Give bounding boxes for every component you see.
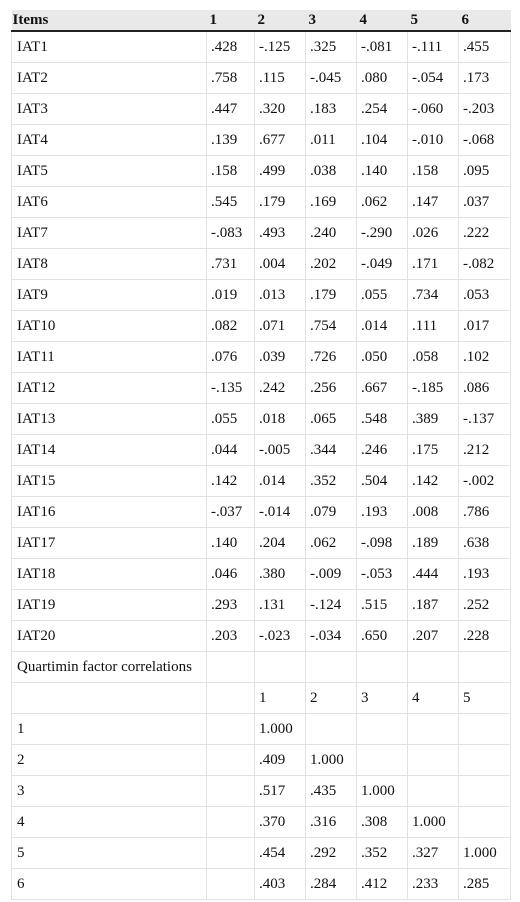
table-row	[12, 435, 511, 466]
item-cell-value: .050	[357, 342, 408, 373]
correlation-cell-value: .352	[357, 838, 408, 869]
correlations-row	[12, 869, 511, 900]
item-cell-value: .115	[255, 63, 306, 94]
correlation-cell-value: .327	[408, 838, 459, 869]
correlation-cell-value	[207, 869, 255, 900]
header-cell-items: Items	[12, 10, 207, 31]
item-cell-value: .139	[207, 125, 255, 156]
item-cell-value: -.111	[408, 31, 459, 63]
header-cell-factor-2: 2	[255, 10, 306, 31]
item-cell-value: .142	[408, 466, 459, 497]
table-row	[12, 94, 511, 125]
item-cell-value: .320	[255, 94, 306, 125]
correlations-row	[12, 838, 511, 869]
item-cell-value: .428	[207, 31, 255, 63]
item-cell-value: .111	[408, 311, 459, 342]
empty-cell	[306, 652, 357, 683]
item-cell-value: -.203	[459, 94, 511, 125]
item-cell-value: .026	[408, 218, 459, 249]
correlation-cell-label: 2	[12, 745, 207, 776]
item-cell-value: .004	[255, 249, 306, 280]
correlation-cell-value: .409	[255, 745, 306, 776]
item-cell-value: -.083	[207, 218, 255, 249]
item-cell-value: -.137	[459, 404, 511, 435]
item-cell-value: .202	[306, 249, 357, 280]
item-cell-value: .008	[408, 497, 459, 528]
table-row	[12, 187, 511, 218]
correlation-cell-value	[207, 838, 255, 869]
factor-loadings-table	[11, 10, 511, 900]
item-cell-value: .242	[255, 373, 306, 404]
item-cell-value: .086	[459, 373, 511, 404]
table-row	[12, 311, 511, 342]
item-cell-value: .011	[306, 125, 357, 156]
item-cell-value: -.010	[408, 125, 459, 156]
item-cell-value: .038	[306, 156, 357, 187]
header-cell-factor-5: 5	[408, 10, 459, 31]
correlation-cell-value	[306, 714, 357, 745]
correlation-cell-value: .412	[357, 869, 408, 900]
item-cell-value: .493	[255, 218, 306, 249]
item-cell-value: .222	[459, 218, 511, 249]
item-cell-value: .515	[357, 590, 408, 621]
table-row	[12, 466, 511, 497]
item-cell-value: .104	[357, 125, 408, 156]
item-cell-value: .179	[255, 187, 306, 218]
correlation-cell-value	[207, 807, 255, 838]
correlation-cell-value: 1.000	[306, 745, 357, 776]
item-cell-value: -.005	[255, 435, 306, 466]
item-cell-label: IAT20	[12, 621, 207, 652]
item-cell-value: .058	[408, 342, 459, 373]
empty-cell	[408, 652, 459, 683]
item-cell-value: .754	[306, 311, 357, 342]
item-cell-value: -.009	[306, 559, 357, 590]
item-cell-value: .039	[255, 342, 306, 373]
item-cell-value: .071	[255, 311, 306, 342]
item-cell-value: .183	[306, 94, 357, 125]
table-row	[12, 590, 511, 621]
correlation-cell-value	[207, 714, 255, 745]
item-cell-value: .650	[357, 621, 408, 652]
item-cell-value: -.002	[459, 466, 511, 497]
table-row	[12, 280, 511, 311]
item-cell-value: -.054	[408, 63, 459, 94]
item-cell-value: .193	[357, 497, 408, 528]
table-row	[12, 528, 511, 559]
correlation-cell-value: .292	[306, 838, 357, 869]
item-cell-value: .352	[306, 466, 357, 497]
item-cell-label: IAT13	[12, 404, 207, 435]
item-cell-value: .254	[357, 94, 408, 125]
item-cell-value: -.068	[459, 125, 511, 156]
correlation-header-cell-label	[12, 683, 207, 714]
empty-cell	[357, 652, 408, 683]
item-cell-value: .179	[306, 280, 357, 311]
correlation-cell-value	[408, 714, 459, 745]
correlation-cell-value: 1.000	[255, 714, 306, 745]
item-cell-value: .189	[408, 528, 459, 559]
correlations-row	[12, 776, 511, 807]
item-cell-label: IAT4	[12, 125, 207, 156]
item-cell-value: .169	[306, 187, 357, 218]
item-cell-value: .545	[207, 187, 255, 218]
item-cell-label: IAT5	[12, 156, 207, 187]
table-row	[12, 497, 511, 528]
item-cell-value: -.049	[357, 249, 408, 280]
item-cell-label: IAT17	[12, 528, 207, 559]
table-row	[12, 31, 511, 63]
item-cell-value: .082	[207, 311, 255, 342]
item-cell-value: .246	[357, 435, 408, 466]
item-cell-value: .017	[459, 311, 511, 342]
item-cell-value: .014	[255, 466, 306, 497]
item-cell-value: .037	[459, 187, 511, 218]
correlation-cell-value: 1.000	[459, 838, 511, 869]
item-cell-value: .076	[207, 342, 255, 373]
item-cell-value: -.060	[408, 94, 459, 125]
correlation-cell-label: 1	[12, 714, 207, 745]
correlation-cell-label: 3	[12, 776, 207, 807]
item-cell-value: .344	[306, 435, 357, 466]
item-cell-label: IAT10	[12, 311, 207, 342]
correlation-cell-value: .403	[255, 869, 306, 900]
correlation-cell-label: 5	[12, 838, 207, 869]
item-cell-value: .158	[408, 156, 459, 187]
table-row	[12, 342, 511, 373]
item-cell-value: -.124	[306, 590, 357, 621]
header-cell-factor-4: 4	[357, 10, 408, 31]
table-row	[12, 559, 511, 590]
header-cell-factor-3: 3	[306, 10, 357, 31]
item-cell-value: .013	[255, 280, 306, 311]
item-cell-value: .256	[306, 373, 357, 404]
item-cell-value: .065	[306, 404, 357, 435]
correlation-cell-value: .435	[306, 776, 357, 807]
item-cell-value: .131	[255, 590, 306, 621]
correlation-header-cell-value: 3	[357, 683, 408, 714]
empty-cell	[207, 652, 255, 683]
item-cell-label: IAT2	[12, 63, 207, 94]
item-cell-value: .293	[207, 590, 255, 621]
item-cell-value: .207	[408, 621, 459, 652]
item-cell-value: .731	[207, 249, 255, 280]
item-cell-value: .175	[408, 435, 459, 466]
correlation-cell-value	[207, 776, 255, 807]
item-cell-value: .055	[357, 280, 408, 311]
table-header	[12, 10, 511, 31]
item-cell-value: .080	[357, 63, 408, 94]
item-cell-value: .171	[408, 249, 459, 280]
table-row	[12, 621, 511, 652]
item-cell-value: .786	[459, 497, 511, 528]
item-cell-label: IAT15	[12, 466, 207, 497]
correlation-cell-value	[459, 776, 511, 807]
item-cell-value: .455	[459, 31, 511, 63]
correlation-cell-value	[357, 745, 408, 776]
item-cell-label: IAT9	[12, 280, 207, 311]
item-cell-value: .325	[306, 31, 357, 63]
correlations-row	[12, 714, 511, 745]
item-cell-value: .444	[408, 559, 459, 590]
correlation-header-cell-value: 1	[255, 683, 306, 714]
item-cell-value: .638	[459, 528, 511, 559]
correlation-cell-value: 1.000	[357, 776, 408, 807]
correlation-header-cell-value: 4	[408, 683, 459, 714]
item-cell-value: -.185	[408, 373, 459, 404]
correlation-cell-value: .284	[306, 869, 357, 900]
item-cell-label: IAT19	[12, 590, 207, 621]
empty-cell	[459, 652, 511, 683]
item-cell-label: IAT18	[12, 559, 207, 590]
item-cell-value: .019	[207, 280, 255, 311]
item-cell-value: .095	[459, 156, 511, 187]
table-row	[12, 373, 511, 404]
item-cell-value: -.135	[207, 373, 255, 404]
empty-cell	[255, 652, 306, 683]
table-row	[12, 404, 511, 435]
correlation-header-cell-value: 2	[306, 683, 357, 714]
item-cell-value: -.082	[459, 249, 511, 280]
table-body	[12, 31, 511, 900]
correlation-cell-value: .316	[306, 807, 357, 838]
item-cell-value: .079	[306, 497, 357, 528]
correlation-cell-label: 6	[12, 869, 207, 900]
item-cell-value: .158	[207, 156, 255, 187]
item-cell-value: -.081	[357, 31, 408, 63]
item-cell-value: .504	[357, 466, 408, 497]
item-cell-value: .758	[207, 63, 255, 94]
correlation-cell-value: .370	[255, 807, 306, 838]
correlation-cell-value: .517	[255, 776, 306, 807]
correlation-cell-value	[408, 776, 459, 807]
item-cell-value: .147	[408, 187, 459, 218]
item-cell-label: IAT12	[12, 373, 207, 404]
table-row	[12, 249, 511, 280]
correlation-cell-value: 1.000	[408, 807, 459, 838]
item-cell-value: .102	[459, 342, 511, 373]
item-cell-label: IAT16	[12, 497, 207, 528]
item-cell-value: -.290	[357, 218, 408, 249]
item-cell-value: .044	[207, 435, 255, 466]
item-cell-value: -.023	[255, 621, 306, 652]
header-cell-factor-6: 6	[459, 10, 511, 31]
header-row	[12, 10, 511, 31]
correlation-cell-value	[459, 745, 511, 776]
item-cell-label: IAT3	[12, 94, 207, 125]
correlation-cell-value	[459, 714, 511, 745]
item-cell-value: .062	[306, 528, 357, 559]
item-cell-label: IAT11	[12, 342, 207, 373]
item-cell-value: .228	[459, 621, 511, 652]
item-cell-value: -.053	[357, 559, 408, 590]
correlation-header-cell-value: 5	[459, 683, 511, 714]
item-cell-value: -.045	[306, 63, 357, 94]
correlations-title-row	[12, 652, 511, 683]
item-cell-label: IAT7	[12, 218, 207, 249]
item-cell-value: .499	[255, 156, 306, 187]
item-cell-value: -.037	[207, 497, 255, 528]
item-cell-value: .014	[357, 311, 408, 342]
item-cell-value: .726	[306, 342, 357, 373]
item-cell-value: -.034	[306, 621, 357, 652]
correlations-header-row	[12, 683, 511, 714]
correlation-cell-label: 4	[12, 807, 207, 838]
item-cell-value: .252	[459, 590, 511, 621]
item-cell-value: .447	[207, 94, 255, 125]
factor-loadings-table-container	[11, 10, 510, 900]
correlations-row	[12, 745, 511, 776]
item-cell-value: -.014	[255, 497, 306, 528]
correlation-cell-value	[357, 714, 408, 745]
header-cell-factor-1: 1	[207, 10, 255, 31]
item-cell-value: .193	[459, 559, 511, 590]
correlation-cell-value: .233	[408, 869, 459, 900]
item-cell-value: .140	[357, 156, 408, 187]
correlation-cell-value	[408, 745, 459, 776]
table-row	[12, 218, 511, 249]
item-cell-label: IAT8	[12, 249, 207, 280]
correlation-cell-value	[207, 745, 255, 776]
correlation-cell-value	[459, 807, 511, 838]
item-cell-value: .380	[255, 559, 306, 590]
correlations-title: Quartimin factor correlations	[12, 652, 207, 683]
item-cell-label: IAT1	[12, 31, 207, 63]
item-cell-value: .548	[357, 404, 408, 435]
item-cell-label: IAT14	[12, 435, 207, 466]
item-cell-value: .142	[207, 466, 255, 497]
item-cell-value: .046	[207, 559, 255, 590]
table-row	[12, 63, 511, 94]
table-row	[12, 125, 511, 156]
item-cell-value: .667	[357, 373, 408, 404]
item-cell-value: .018	[255, 404, 306, 435]
item-cell-label: IAT6	[12, 187, 207, 218]
correlation-cell-value: .308	[357, 807, 408, 838]
item-cell-value: .389	[408, 404, 459, 435]
item-cell-value: -.125	[255, 31, 306, 63]
item-cell-value: .212	[459, 435, 511, 466]
item-cell-value: .677	[255, 125, 306, 156]
item-cell-value: .240	[306, 218, 357, 249]
item-cell-value: .734	[408, 280, 459, 311]
item-cell-value: .173	[459, 63, 511, 94]
table-row	[12, 156, 511, 187]
item-cell-value: -.098	[357, 528, 408, 559]
item-cell-value: .053	[459, 280, 511, 311]
item-cell-value: .187	[408, 590, 459, 621]
item-cell-value: .055	[207, 404, 255, 435]
item-cell-value: .062	[357, 187, 408, 218]
item-cell-value: .140	[207, 528, 255, 559]
correlation-cell-value: .454	[255, 838, 306, 869]
correlation-header-cell-value	[207, 683, 255, 714]
correlations-row	[12, 807, 511, 838]
correlation-cell-value: .285	[459, 869, 511, 900]
item-cell-value: .204	[255, 528, 306, 559]
item-cell-value: .203	[207, 621, 255, 652]
